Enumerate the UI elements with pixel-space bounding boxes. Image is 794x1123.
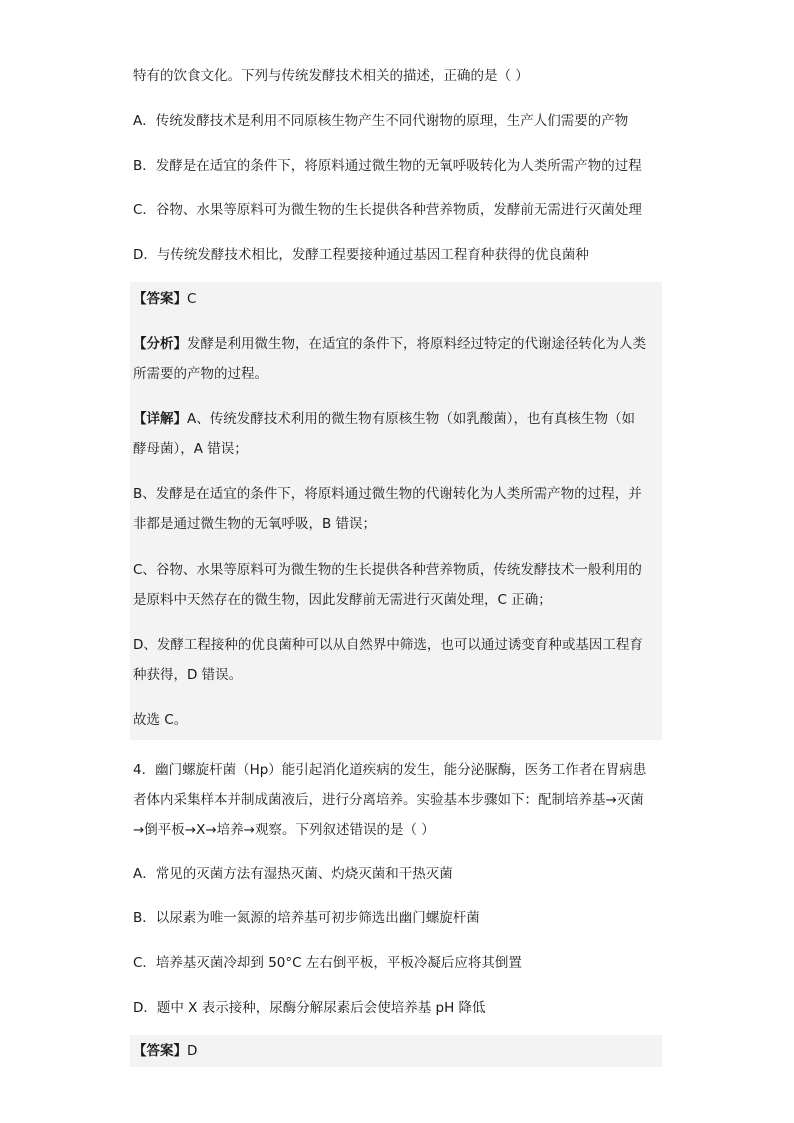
- question-4-option-c: C．培养基灭菌冷却到 50°C 左右倒平板，平板冷凝后应将其倒置: [133, 955, 522, 971]
- answer-value: D: [187, 1043, 198, 1059]
- analysis-label: 【分析】: [133, 336, 187, 352]
- question-3-detail-c: C、谷物、水果等原料可为微生物的生长提供各种营养物质，传统发酵技术一般利用的: [133, 562, 642, 578]
- question-3-option-a: A．传统发酵技术是利用不同原核生物产生不同代谢物的原理，生产人们需要的产物: [133, 113, 629, 129]
- question-3-detail-d-cont: 种获得，D 错误。: [133, 667, 243, 683]
- question-4-stem-line-1: 4．幽门螺旋杆菌（Hp）能引起消化道疾病的发生，能分泌脲酶，医务工作者在胃病患: [133, 762, 647, 778]
- question-3-detail-c-cont: 是原料中天然存在的微生物，因此发酵前无需进行灭菌处理，C 正确；: [133, 592, 552, 608]
- question-3-answer: [133, 289, 196, 309]
- question-3-stem: 特有的饮食文化。下列与传统发酵技术相关的描述，正确的是（ ）: [133, 68, 529, 84]
- detail-label: 【详解】: [133, 411, 187, 427]
- question-3-conclusion: 故选 C。: [133, 712, 188, 728]
- question-3-detail-b: B、发酵是在适宜的条件下，将原料通过微生物的代谢转化为人类所需产物的过程，并: [133, 486, 642, 502]
- question-3-option-d: D．与传统发酵技术相比，发酵工程要接种通过基因工程育种获得的优良菌种: [133, 247, 589, 263]
- answer-label: 【答案】: [133, 291, 187, 307]
- answer-label: 【答案】: [133, 1043, 187, 1059]
- question-4-solution-block: [130, 1035, 662, 1067]
- question-3-option-b: B．发酵是在适宜的条件下，将原料通过微生物的无氧呼吸转化为人类所需产物的过程: [133, 158, 642, 174]
- question-4-option-a: A．常见的灭菌方法有湿热灭菌、灼烧灭菌和干热灭菌: [133, 866, 453, 882]
- question-4-answer: [133, 1041, 197, 1061]
- question-3-solution-block: [130, 282, 662, 740]
- question-3-detail-a: 【详解】A、传统发酵技术利用的微生物有原核生物（如乳酸菌），也有真核生物（如: [133, 411, 635, 427]
- question-4-stem-line-2: 者体内采集样本并制成菌液后，进行分离培养。实验基本步骤如下：配制培养基→灭菌: [133, 792, 644, 808]
- question-3-detail-a-cont: 酵母菌），A 错误；: [133, 441, 248, 457]
- question-3-option-c: C．谷物、水果等原料可为微生物的生长提供各种营养物质，发酵前无需进行灭菌处理: [133, 202, 642, 218]
- question-3-analysis: 【分析】发酵是利用微生物，在适宜的条件下，将原料经过特定的代谢途径转化为人类: [133, 336, 646, 352]
- question-4-option-b: B．以尿素为唯一氮源的培养基可初步筛选出幽门螺旋杆菌: [133, 910, 480, 926]
- question-3-analysis-cont: 所需要的产物的过程。: [133, 366, 268, 382]
- question-4-option-d: D．题中 X 表示接种，尿酶分解尿素后会使培养基 pH 降低: [133, 1000, 486, 1016]
- question-4-stem-line-3: →倒平板→X→培养→观察。下列叙述错误的是（ ）: [133, 822, 435, 838]
- question-3-detail-d: D、发酵工程接种的优良菌种可以从自然界中筛选，也可以通过诱变育种或基因工程育: [133, 637, 643, 653]
- question-3-detail-b-cont: 非都是通过微生物的无氧呼吸，B 错误；: [133, 516, 377, 532]
- answer-value: C: [187, 291, 197, 307]
